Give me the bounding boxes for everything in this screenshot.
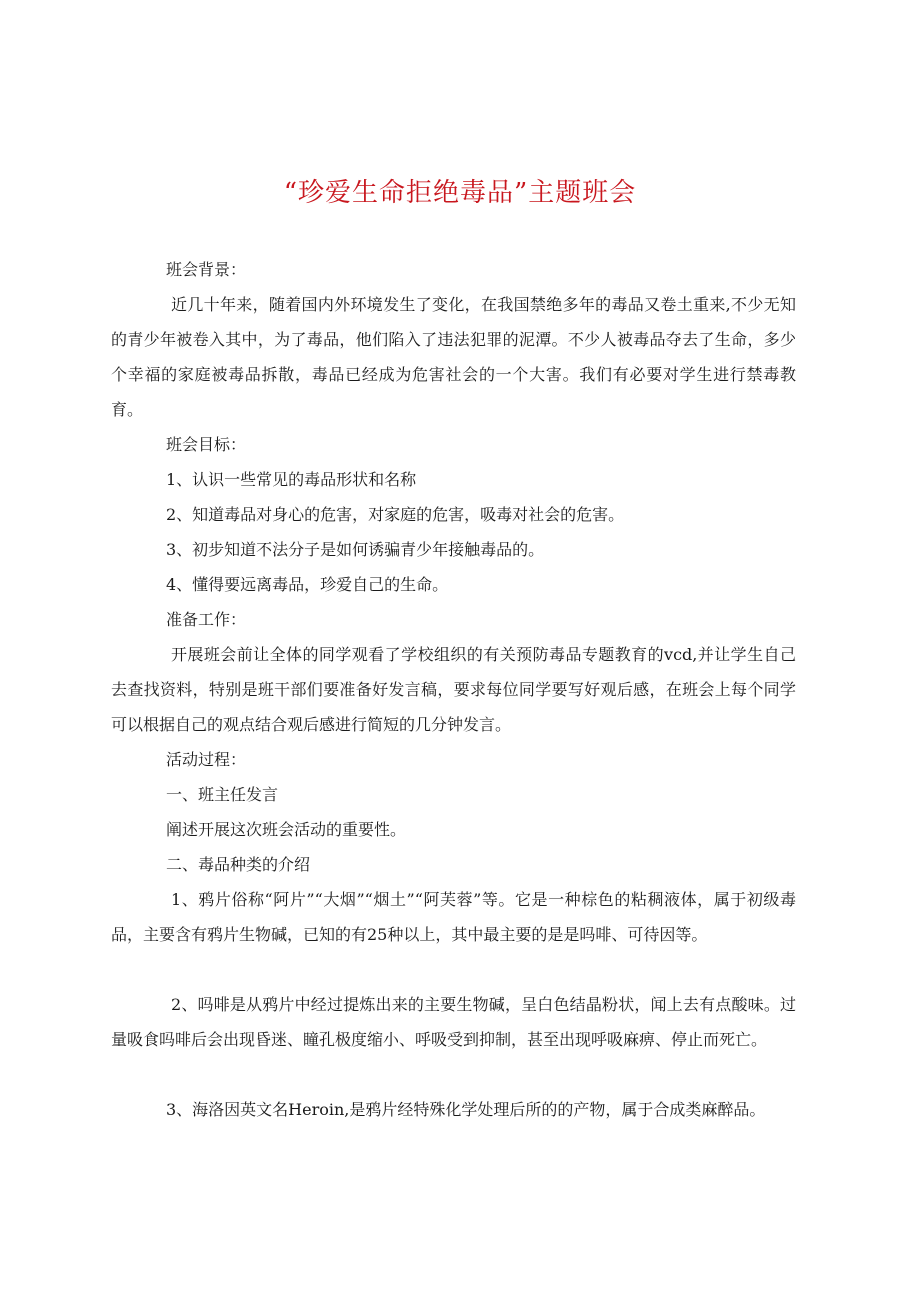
goals-heading: 班会目标：	[166, 435, 247, 454]
process-heading: 活动过程：	[166, 750, 247, 769]
document-title: “珍爱生命拒绝毒品”主题班会	[283, 178, 637, 208]
drug-item-morphine: 2、吗啡是从鸦片中经过提炼出来的主要生物碱，呈白色结晶粉状，闻上去有点酸味。过量吸食吗啡后会出现昏迷、瞳孔极度缩小、呼吸受到抑制，甚至出现呼吸麻痹、停止而死亡。	[111, 995, 796, 1049]
drug-item-opium: 1、鸦片俗称“阿片”“大烟”“烟土”“阿芙蓉”等。它是一种棕色的粘稠液体，属于初级毒品，主要含有鸦片生物碱，已知的有25种以上，其中最主要的是是吗啡、可待因等。	[111, 890, 796, 944]
background-heading: 班会背景：	[166, 260, 247, 279]
step1-title: 一、班主任发言	[166, 785, 279, 804]
goal-item: 2、知道毒品对身心的危害，对家庭的危害，吸毒对社会的危害。	[166, 505, 625, 524]
goal-item: 3、初步知道不法分子是如何诱骗青少年接触毒品的。	[166, 540, 545, 559]
goal-item: 1、认识一些常见的毒品形状和名称	[166, 470, 417, 489]
preparation-heading: 准备工作：	[166, 610, 247, 629]
step2-title: 二、毒品种类的介绍	[166, 855, 311, 874]
background-text: 近几十年来，随着国内外环境发生了变化，在我国禁绝多年的毒品又卷土重来,不少无知的青少年被卷入其中，为了毒品，他们陷入了违法犯罪的泥潭。不少人被毒品夺去了生命，多少个幸福的家庭被毒品拆散，毒品已经成为危害社会的一个大害。我们有必要对学生进行禁毒教育。	[111, 295, 796, 419]
drug-item-heroin: 3、海洛因英文名Heroin,是鸦片经特殊化学处理后所的的产物，属于合成类麻醉品。	[166, 1100, 766, 1119]
goal-item: 4、懂得要远离毒品，珍爱自己的生命。	[166, 575, 449, 594]
step1-text: 阐述开展这次班会活动的重要性。	[166, 820, 407, 839]
preparation-text: 开展班会前让全体的同学观看了学校组织的有关预防毒品专题教育的vcd,并让学生自己去查找资料，特别是班干部们要准备好发言稿，要求每位同学要写好观后感，在班会上每个同学可以根据自己的观点结合观后感进行简短的几分钟发言。	[111, 645, 796, 734]
